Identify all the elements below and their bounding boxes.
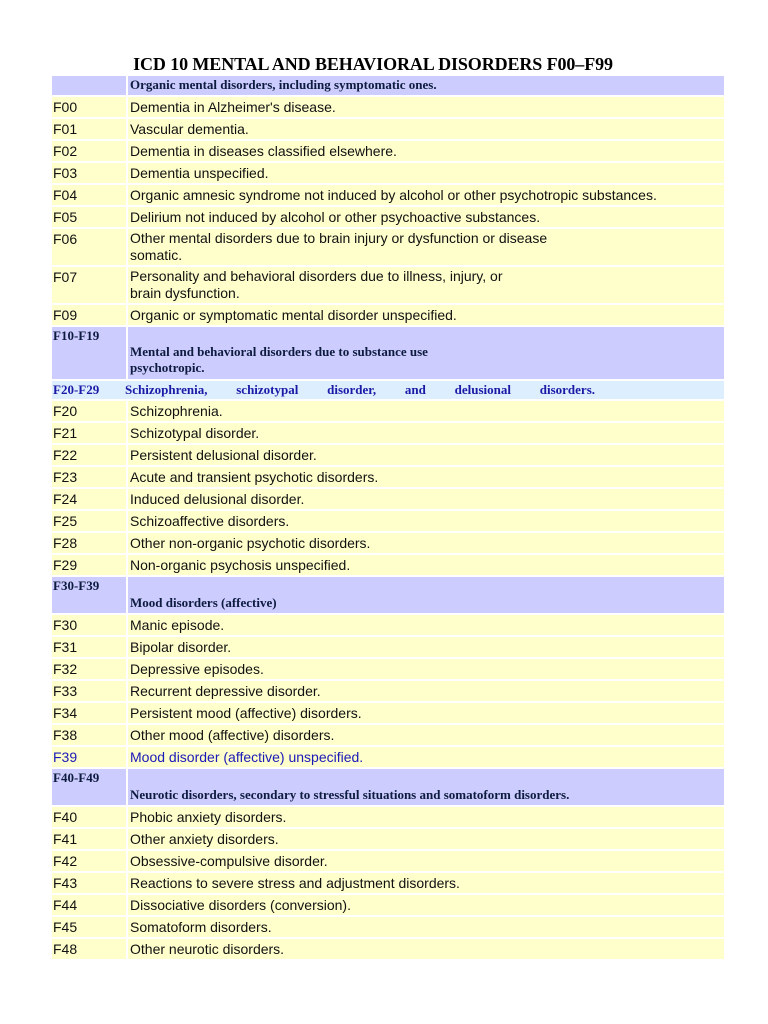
icd-table: [52, 76, 724, 961]
table-row: [52, 939, 724, 959]
description-cell: Persistent mood (affective) disorders.: [128, 703, 724, 723]
table-row: [52, 489, 724, 509]
table-row: [52, 467, 724, 487]
description-cell: Dementia in diseases classified elsewhere.: [128, 141, 724, 161]
description-cell: Obsessive-compulsive disorder.: [128, 851, 724, 871]
code-cell: F05: [52, 207, 126, 227]
table-row: [52, 533, 724, 553]
title-word: and: [404, 382, 426, 397]
description-cell: Recurrent depressive disorder.: [128, 681, 724, 701]
table-row: [52, 873, 724, 893]
code-cell: F25: [52, 511, 126, 531]
code-cell: F21: [52, 423, 126, 443]
section-header-mood: [52, 577, 724, 613]
description-line: Other mental disorders due to brain injury or dysfunction or disease: [130, 230, 548, 246]
page-title: ICD 10 MENTAL AND BEHAVIORAL DISORDERS F00–F99: [133, 54, 613, 74]
description-cell: Depressive episodes.: [128, 659, 724, 679]
section-title: [128, 327, 724, 379]
table-row: [52, 305, 724, 325]
table-row: [52, 917, 724, 937]
table-row: [52, 807, 724, 827]
section-header-neurotic: [52, 769, 724, 805]
code-cell: F03: [52, 163, 126, 183]
code-cell: F04: [52, 185, 126, 205]
description-cell: Other anxiety disorders.: [128, 829, 724, 849]
table-row: [52, 97, 724, 117]
description-cell: Schizoaffective disorders.: [128, 511, 724, 531]
section-header-organic: [52, 76, 724, 95]
description-cell: Organic or symptomatic mental disorder unspecified.: [128, 305, 724, 325]
table-row: [52, 895, 724, 915]
code-cell: F38: [52, 725, 126, 745]
code-cell: F42: [52, 851, 126, 871]
section-title: Neurotic disorders, secondary to stressful situations and somatoform disorders.: [128, 769, 724, 805]
description-cell: Other neurotic disorders.: [128, 939, 724, 959]
description-cell: Reactions to severe stress and adjustment disorders.: [128, 873, 724, 893]
table-row: [52, 207, 724, 227]
description-cell: Other mood (affective) disorders.: [128, 725, 724, 745]
table-row: [52, 445, 724, 465]
description-line: brain dysfunction.: [130, 285, 240, 301]
title-word: Schizophrenia,: [125, 382, 208, 397]
table-row: [52, 615, 724, 635]
title-word: delusional: [454, 382, 511, 397]
table-row: [52, 659, 724, 679]
section-code: F30-F39: [52, 577, 126, 613]
section-header-schizophrenia: [52, 381, 724, 399]
section-code: F10-F19: [52, 327, 126, 379]
description-cell: [128, 229, 724, 265]
code-cell: F29: [52, 555, 126, 575]
table-row: [52, 401, 724, 421]
table-row: [52, 141, 724, 161]
code-cell: F43: [52, 873, 126, 893]
code-cell: F33: [52, 681, 126, 701]
code-cell: F23: [52, 467, 126, 487]
description-cell: Dementia in Alzheimer's disease.: [128, 97, 724, 117]
code-cell: F01: [52, 119, 126, 139]
section-code: F20-F29: [52, 381, 126, 399]
table-row: [52, 119, 724, 139]
code-cell: F40: [52, 807, 126, 827]
code-cell: F20: [52, 401, 126, 421]
description-cell: Schizotypal disorder.: [128, 423, 724, 443]
section-title: Mood disorders (affective): [128, 577, 724, 613]
code-cell: F44: [52, 895, 126, 915]
section-title-line: psychotropic.: [130, 360, 205, 375]
table-row: [52, 829, 724, 849]
table-row: [52, 725, 724, 745]
code-cell: F48: [52, 939, 126, 959]
code-cell: F41: [52, 829, 126, 849]
table-row: [52, 229, 724, 265]
description-cell: Manic episode.: [128, 615, 724, 635]
code-cell: F34: [52, 703, 126, 723]
table-row: [52, 267, 724, 303]
table-row: [52, 637, 724, 657]
description-line: somatic.: [130, 247, 183, 263]
description-cell: Somatoform disorders.: [128, 917, 724, 937]
section-title-words: [125, 382, 595, 398]
table-row: [52, 681, 724, 701]
code-cell: F06: [52, 229, 126, 265]
description-cell: Delirium not induced by alcohol or other psychoactive substances.: [128, 207, 724, 227]
title-word: disorder,: [327, 382, 377, 397]
code-cell: F45: [52, 917, 126, 937]
description-cell: Bipolar disorder.: [128, 637, 724, 657]
code-cell: F07: [52, 267, 126, 303]
description-cell: Phobic anxiety disorders.: [128, 807, 724, 827]
code-cell: F31: [52, 637, 126, 657]
description-cell: Dissociative disorders (conversion).: [128, 895, 724, 915]
table-row: [52, 423, 724, 443]
description-link[interactable]: Mood disorder (affective) unspecified.: [128, 747, 724, 767]
section-code: F40-F49: [52, 769, 126, 805]
code-cell[interactable]: F39: [52, 747, 126, 767]
table-row: [52, 185, 724, 205]
description-cell: Other non-organic psychotic disorders.: [128, 533, 724, 553]
section-title: [125, 381, 724, 399]
description-cell: Acute and transient psychotic disorders.: [128, 467, 724, 487]
section-code: [52, 76, 126, 95]
description-line: Personality and behavioral disorders due to illness, injury, or: [130, 268, 503, 284]
description-cell: [128, 267, 724, 303]
description-cell: Non-organic psychosis unspecified.: [128, 555, 724, 575]
table-row: [52, 703, 724, 723]
table-row: [52, 511, 724, 531]
title-word: disorders.: [539, 382, 595, 397]
description-cell: Organic amnesic syndrome not induced by alcohol or other psychotropic substances.: [128, 185, 724, 205]
code-cell: F00: [52, 97, 126, 117]
description-cell: Schizophrenia.: [128, 401, 724, 421]
table-row: [52, 851, 724, 871]
code-cell: F09: [52, 305, 126, 325]
description-cell: Dementia unspecified.: [128, 163, 724, 183]
section-title: Organic mental disorders, including symptomatic ones.: [128, 76, 724, 95]
table-row: [52, 163, 724, 183]
code-cell: F32: [52, 659, 126, 679]
description-cell: Induced delusional disorder.: [128, 489, 724, 509]
table-row: [52, 555, 724, 575]
description-cell: Vascular dementia.: [128, 119, 724, 139]
title-word: schizotypal: [236, 382, 299, 397]
table-row[interactable]: [52, 747, 724, 767]
code-cell: F30: [52, 615, 126, 635]
code-cell: F02: [52, 141, 126, 161]
section-header-substance: [52, 327, 724, 379]
code-cell: F24: [52, 489, 126, 509]
code-cell: F28: [52, 533, 126, 553]
code-cell: F22: [52, 445, 126, 465]
description-cell: Persistent delusional disorder.: [128, 445, 724, 465]
section-title-line: Mental and behavioral disorders due to substance use: [130, 344, 428, 359]
